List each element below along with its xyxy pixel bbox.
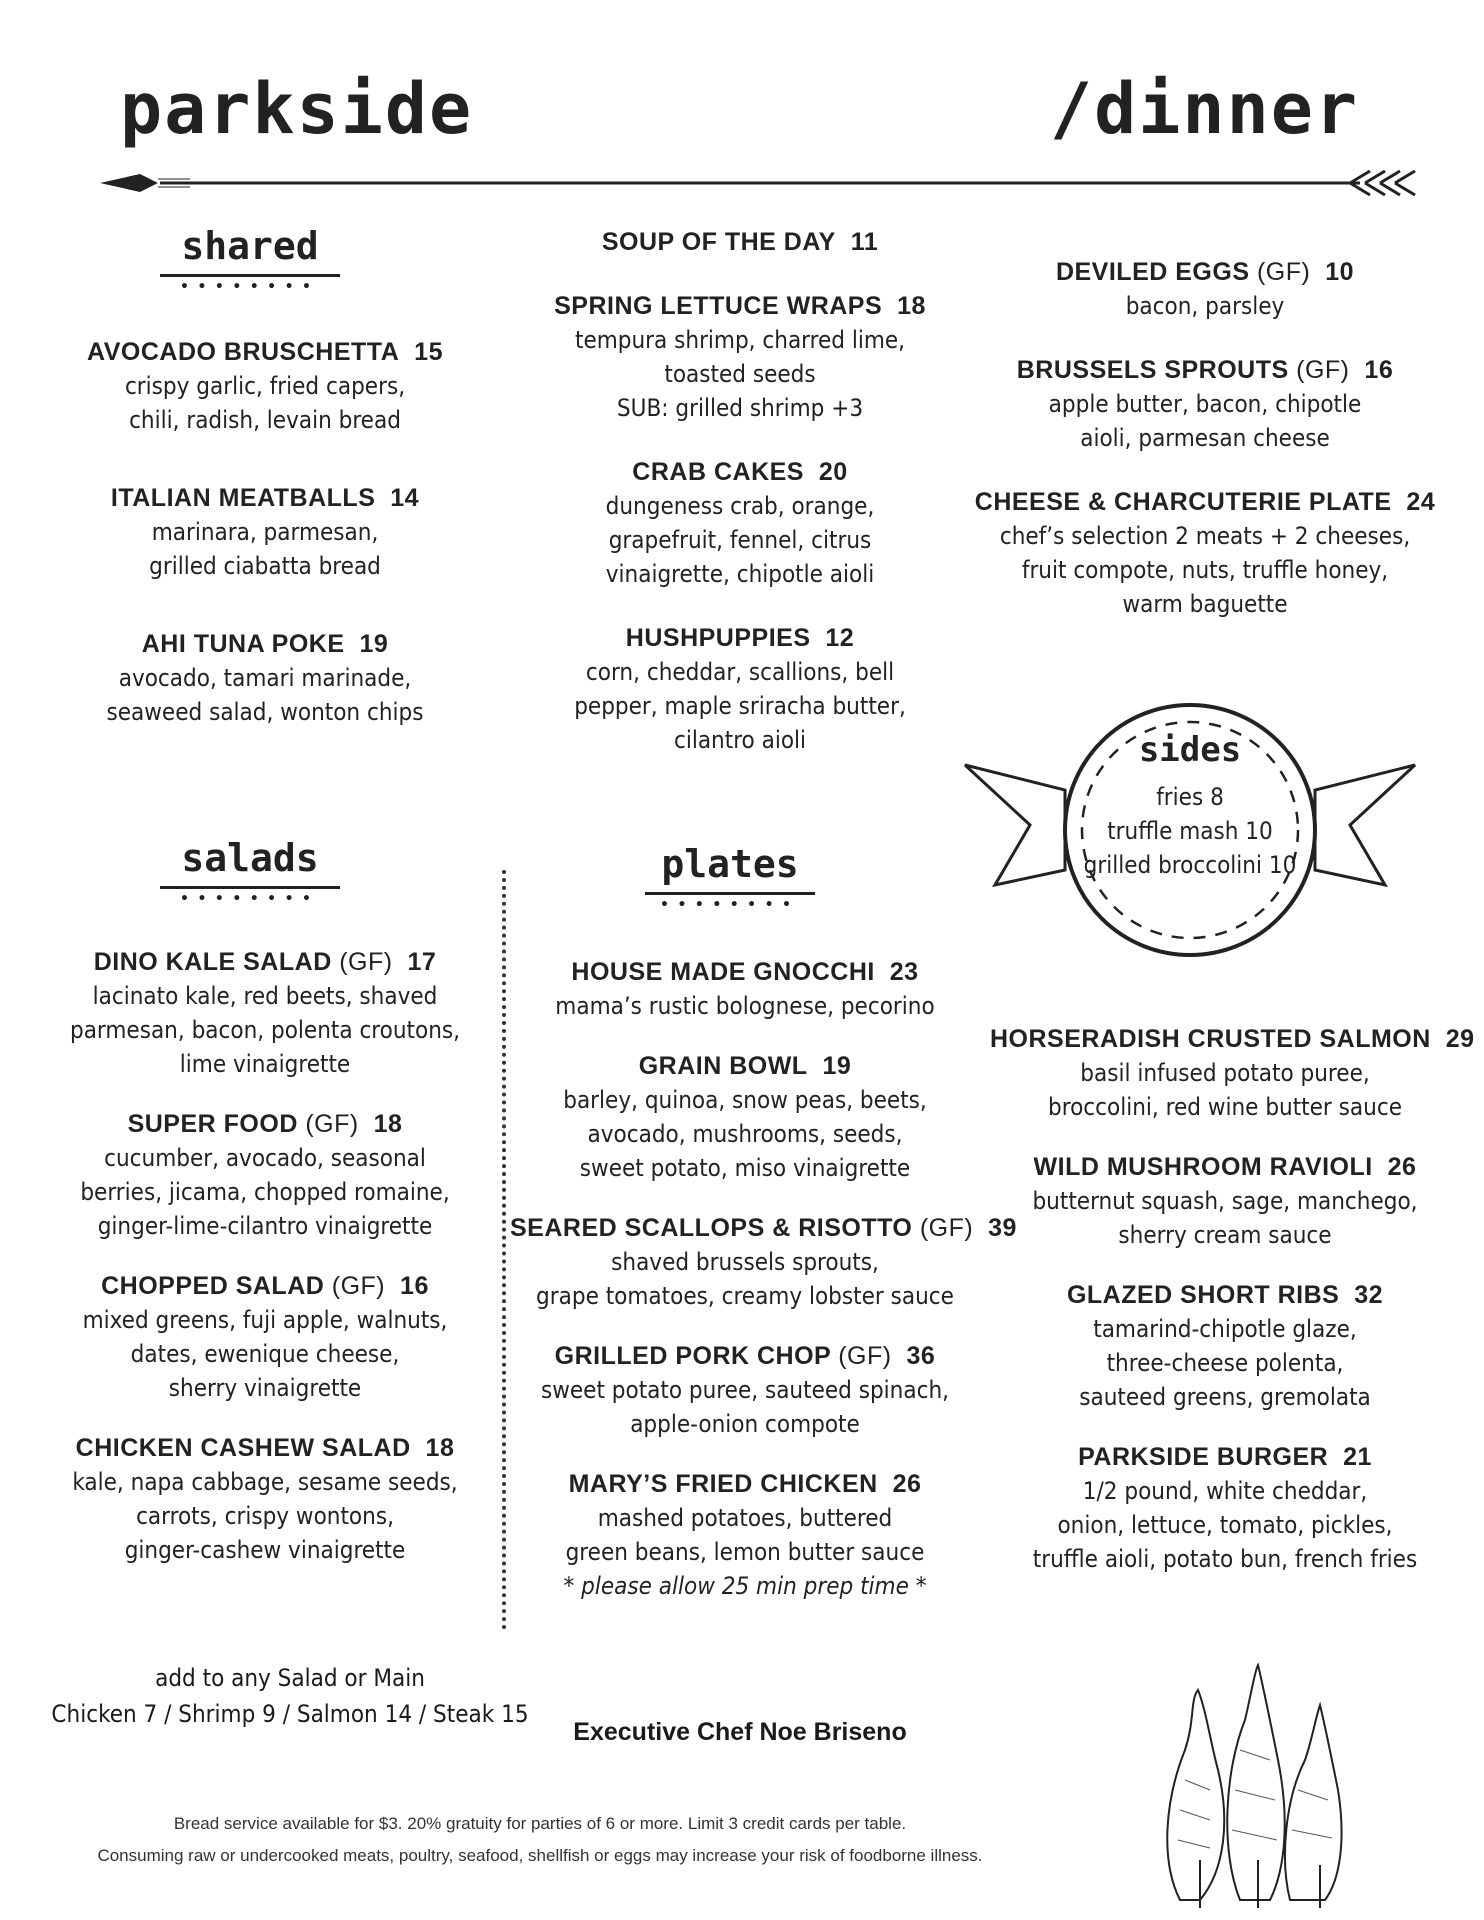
menu-item (505, 455, 975, 591)
menu-item-price: 26 (1387, 1153, 1417, 1181)
menu-item-price: 24 (1406, 488, 1436, 516)
menu-item-description: sweet potato puree, sauteed spinach, apple-onion compote (540, 1376, 950, 1438)
menu-item (990, 1440, 1460, 1576)
plates-middle-column (510, 955, 1017, 1603)
menu-item-name (30, 945, 500, 979)
footer-line: Bread service available for $3. 20% gratuity for parties of 6 or more. Limit 3 credit cards per table. (173, 1814, 907, 1833)
menu-item-description: marinara, parmesan, grilled ciabatta bread (149, 518, 381, 580)
menu-item-description: kale, napa cabbage, sesame seeds, carrots, crispy wontons, ginger-cashew vinaigrette (72, 1468, 458, 1564)
menu-item-price: 10 (1325, 258, 1355, 286)
menu-item (510, 955, 980, 1023)
menu-item-price: 26 (892, 1470, 922, 1498)
menu-item-price: 23 (889, 958, 919, 986)
menu-item (30, 945, 500, 1081)
menu-item-description: crispy garlic, fried capers, chili, radish, levain bread (124, 372, 406, 434)
menu-item-description: shaved brussels sprouts, grape tomatoes, creamy lobster sauce (536, 1248, 954, 1310)
menu-item-title: ITALIAN MEATBALLS (110, 484, 376, 512)
menu-item-title: HORSERADISH CRUSTED SALMON (990, 1025, 1431, 1053)
menu-item-title: AHI TUNA POKE (141, 630, 345, 658)
menu-item (40, 627, 490, 729)
menu-item-name (505, 455, 975, 489)
menu-item-description: tamarind-chipotle glaze, three-cheese polenta, sauteed greens, gremolata (1079, 1315, 1371, 1411)
menu-item-title: MARY’S FRIED CHICKEN (568, 1470, 878, 1498)
menu-item-name (510, 1049, 980, 1083)
shared-right-column (965, 255, 1445, 621)
shared-left-column (40, 335, 490, 729)
menu-item-title: SEARED SCALLOPS & RISOTTO (510, 1214, 913, 1242)
menu-item-price: 17 (407, 948, 437, 976)
gluten-free-badge: (GF) (1256, 258, 1311, 286)
menu-item-name (505, 621, 975, 655)
menu-item-title: SOUP OF THE DAY (601, 228, 836, 256)
addons-note: add to any Salad or Main Chicken 7 / Shrimp 9 / Salmon 14 / Steak 15 (51, 1664, 529, 1728)
menu-item-title: GLAZED SHORT RIBS (1066, 1281, 1340, 1309)
menu-item-name (505, 289, 975, 323)
menu-item-description: 1/2 pound, white cheddar, onion, lettuce, tomato, pickles, truffle aioli, potato bun, french fries (1032, 1477, 1418, 1573)
menu-item-price: 21 (1343, 1443, 1372, 1471)
footer-notes (40, 1808, 1040, 1872)
menu-item-price: 18 (897, 292, 926, 320)
menu-item-price: 18 (425, 1434, 455, 1462)
menu-item (30, 1269, 500, 1405)
menu-item-price: 19 (359, 630, 389, 658)
menu-item (40, 335, 490, 437)
menu-item-name (510, 1467, 980, 1501)
menu-item-description: mama’s rustic bolognese, pecorino (555, 992, 935, 1020)
menu-item (965, 485, 1445, 621)
salads-column (30, 945, 500, 1567)
restaurant-name: parkside (120, 68, 474, 150)
menu-item-name (510, 1211, 1017, 1245)
menu-item-title: HUSHPUPPIES (625, 624, 811, 652)
footer-line: Consuming raw or undercooked meats, poultry, seafood, shellfish or eggs may increase your risk of foodborne illness. (97, 1846, 983, 1865)
menu-item (965, 353, 1445, 455)
menu-item (510, 1467, 980, 1603)
menu-item-name (40, 481, 490, 515)
gluten-free-badge: (GF) (919, 1214, 974, 1242)
menu-item-description: chef’s selection 2 meats + 2 cheeses, fruit compote, nuts, truffle honey, warm baguette (999, 522, 1411, 618)
menu-item-description: mashed potatoes, buttered green beans, lemon butter sauce (565, 1504, 925, 1566)
menu-item-description: basil infused potato puree, broccolini, red wine butter sauce (1048, 1059, 1402, 1121)
menu-item-name (505, 225, 975, 259)
menu-item-price: 14 (390, 484, 420, 512)
section-title-sides: sides (1138, 730, 1242, 770)
menu-item-price: 15 (414, 338, 443, 366)
section-title-shared: shared •••••••• (160, 224, 340, 293)
sides-item: grilled broccolini 10 (1083, 851, 1297, 879)
menu-item-title: CHEESE & CHARCUTERIE PLATE (974, 488, 1392, 516)
menu-item-name (510, 955, 980, 989)
sides-item: fries 8 (1156, 783, 1224, 811)
trees-illustration (1140, 1660, 1370, 1910)
menu-item-name (990, 1278, 1460, 1312)
menu-item-name (990, 1022, 1475, 1056)
menu-item-price: 11 (850, 228, 879, 256)
menu-item-name (965, 255, 1445, 289)
menu-item-price: 16 (400, 1272, 429, 1300)
menu-item (510, 1049, 980, 1185)
menu-item-title: WILD MUSHROOM RAVIOLI (1033, 1153, 1373, 1181)
menu-item-price: 19 (822, 1052, 852, 1080)
menu-item (505, 225, 975, 259)
menu-item-title: DINO KALE SALAD (93, 948, 332, 976)
menu-item-price: 39 (988, 1214, 1017, 1242)
column-divider (502, 870, 506, 1630)
menu-item-description: apple butter, bacon, chipotle aioli, parmesan cheese (1048, 390, 1362, 452)
menu-item (505, 289, 975, 425)
shared-middle-column (505, 225, 975, 757)
menu-item-name (30, 1269, 500, 1303)
menu-item-price: 20 (818, 458, 848, 486)
menu-item-description: barley, quinoa, snow peas, beets, avocado, mushrooms, seeds, sweet potato, miso vinaigrette (563, 1086, 927, 1182)
menu-item-description: tempura shrimp, charred lime, toasted seeds SUB: grilled shrimp +3 (574, 326, 906, 422)
menu-item-name (990, 1150, 1460, 1184)
gluten-free-badge: (GF) (339, 948, 393, 976)
menu-item-price: 29 (1445, 1025, 1475, 1053)
menu-item-title: CRAB CAKES (632, 458, 804, 486)
arrow-divider (100, 166, 1420, 200)
menu-item-name (40, 627, 490, 661)
menu-item (990, 1022, 1475, 1124)
menu-item-title: SPRING LETTUCE WRAPS (554, 292, 883, 320)
menu-item-description: butternut squash, sage, manchego, sherry cream sauce (1032, 1187, 1418, 1249)
menu-item-title: CHICKEN CASHEW SALAD (75, 1434, 411, 1462)
menu-item-description: mixed greens, fuji apple, walnuts, dates, ewenique cheese, sherry vinaigrette (82, 1306, 448, 1402)
menu-item-title: HOUSE MADE GNOCCHI (571, 958, 875, 986)
menu-item (40, 481, 490, 583)
gluten-free-badge: (GF) (1296, 356, 1350, 384)
menu-item-price: 12 (825, 624, 855, 652)
menu-item-description: lacinato kale, red beets, shaved parmesan, bacon, polenta croutons, lime vinaigrette (69, 982, 461, 1078)
menu-item-title: PARKSIDE BURGER (1078, 1443, 1329, 1471)
menu-item-name (30, 1107, 500, 1141)
menu-item-note: * please allow 25 min prep time * (563, 1572, 927, 1600)
menu-item-description: dungeness crab, orange, grapefruit, fennel, citrus vinaigrette, chipotle aioli (605, 492, 875, 588)
menu-item (965, 255, 1445, 323)
menu-item-price: 18 (373, 1110, 403, 1138)
section-title-plates: plates •••••••• (645, 842, 815, 911)
section-title-salads: salads •••••••• (160, 836, 340, 905)
menu-item-description: corn, cheddar, scallions, bell pepper, maple sriracha butter, cilantro aioli (574, 658, 906, 754)
menu-item-title: AVOCADO BRUSCHETTA (87, 338, 400, 366)
menu-item-price: 36 (906, 1342, 936, 1370)
menu-item-name (990, 1440, 1460, 1474)
menu-type: /dinner (1050, 68, 1360, 150)
menu-item (510, 1211, 1017, 1313)
sides-section (1070, 730, 1310, 882)
menu-item-title: SUPER FOOD (127, 1110, 298, 1138)
gluten-free-badge: (GF) (305, 1110, 359, 1138)
sides-item: truffle mash 10 (1107, 817, 1273, 845)
menu-item-price: 32 (1354, 1281, 1384, 1309)
menu-item-name (30, 1431, 500, 1465)
menu-item-title: DEVILED EGGS (1055, 258, 1250, 286)
menu-item-description: bacon, parsley (1125, 292, 1285, 320)
menu-item-name (965, 353, 1445, 387)
menu-item-title: GRAIN BOWL (638, 1052, 808, 1080)
menu-item (30, 1107, 500, 1243)
gluten-free-badge: (GF) (331, 1272, 386, 1300)
menu-item (30, 1431, 500, 1567)
menu-item-name (40, 335, 490, 369)
menu-item (990, 1278, 1460, 1414)
menu-item-name (965, 485, 1445, 519)
menu-item-title: GRILLED PORK CHOP (554, 1342, 831, 1370)
menu-item-price: 16 (1364, 356, 1394, 384)
menu-item-description: avocado, tamari marinade, seaweed salad, wonton chips (106, 664, 424, 726)
menu-item-title: CHOPPED SALAD (101, 1272, 325, 1300)
executive-chef: Executive Chef Noe Briseno (573, 1718, 907, 1746)
menu-item (510, 1339, 980, 1441)
menu-item-name (510, 1339, 980, 1373)
menu-item (505, 621, 975, 757)
menu-item (990, 1150, 1460, 1252)
plates-right-column (990, 1022, 1475, 1576)
gluten-free-badge: (GF) (838, 1342, 892, 1370)
menu-item-title: BRUSSELS SPROUTS (1016, 356, 1289, 384)
menu-item-description: cucumber, avocado, seasonal berries, jicama, chopped romaine, ginger-lime-cilantro vinaigrette (80, 1144, 450, 1240)
